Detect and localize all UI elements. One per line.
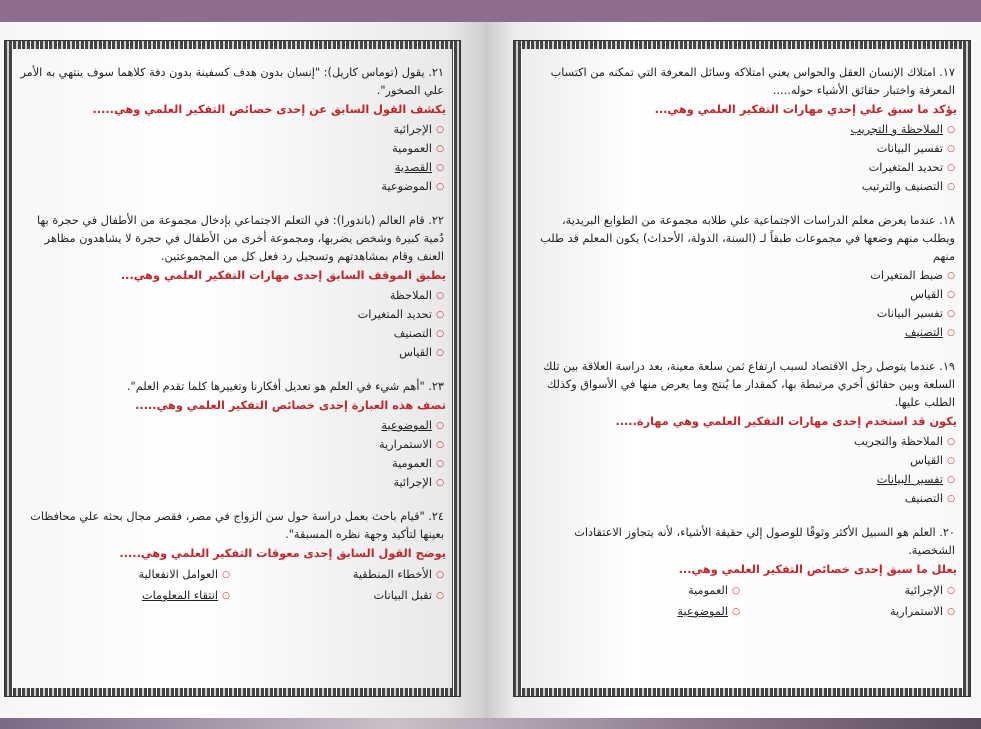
option-label: تفسير البيانات — [876, 307, 943, 320]
option-item[interactable] — [18, 140, 446, 158]
option-item[interactable] — [18, 417, 446, 435]
radio-circle-icon: ○ — [222, 591, 230, 601]
option-label: تفسير البيانات — [876, 142, 943, 155]
option-item[interactable] — [18, 566, 232, 584]
question-block — [527, 358, 957, 508]
option-label: التصنيف — [904, 326, 943, 339]
question-text: ١٩. عندما يتوصل رجل الاقتصاد لسبب ارتفاع ثمن سلعة معينة، بعد دراسة العلاقة بين تلك السلعة وبين حقائق أخري مرتبطة بها، كمقدار ما يُنتج وما يعرض منها في الأسواق وكذلك الطلب عليها. — [543, 360, 955, 409]
question-prompt: تصف هذه العبارة إحدى خصائص التفكير العلمي وهي..... — [135, 399, 446, 412]
option-item[interactable] — [18, 178, 446, 196]
option-item[interactable] — [232, 587, 446, 605]
question-prompt: يكشف القول السابق عن إحدى خصائص التفكير العلمي وهي..... — [92, 103, 446, 116]
option-label: التصنيف — [904, 492, 943, 505]
question-block — [18, 378, 446, 492]
option-item[interactable] — [742, 603, 957, 621]
option-item[interactable] — [527, 305, 957, 323]
option-label: تقبل البيانات — [373, 589, 432, 602]
option-label: الملاحظة و التجريب — [850, 123, 943, 136]
option-label: العمومية — [688, 584, 728, 597]
option-label: الإجرائية — [904, 584, 943, 597]
radio-circle-icon: ○ — [947, 309, 955, 319]
bottom-bar — [0, 718, 981, 729]
option-item[interactable] — [527, 433, 957, 451]
option-item[interactable] — [18, 436, 446, 454]
option-item[interactable] — [527, 140, 957, 158]
options-list — [18, 121, 446, 196]
radio-circle-icon: ○ — [436, 591, 444, 601]
right-questions — [527, 64, 957, 638]
option-item[interactable] — [527, 178, 957, 196]
option-item[interactable] — [527, 603, 742, 621]
option-label: تفسير البيانات — [876, 473, 943, 486]
question-text: ٢٠. العلم هو السبيل الأكثر وثوقًا للوصول إلي حقيقة الأشياء، لأنه يتجاوز الاعتقادات الشخصية. — [574, 526, 955, 557]
option-label: القياس — [399, 346, 432, 359]
question-prompt: يعلل ما سبق إحدى خصائص التفكير العلمي وهي... — [678, 563, 957, 576]
option-label: التصنيف والترتيب — [861, 180, 943, 193]
radio-circle-icon: ○ — [947, 456, 955, 466]
option-item[interactable] — [527, 159, 957, 177]
radio-circle-icon: ○ — [947, 144, 955, 154]
option-label: الأخطاء المنطقية — [352, 568, 432, 581]
option-item[interactable] — [527, 324, 957, 342]
option-item[interactable] — [527, 582, 742, 600]
options-list — [527, 433, 957, 508]
radio-circle-icon: ○ — [947, 182, 955, 192]
radio-circle-icon: ○ — [732, 607, 740, 617]
option-item[interactable] — [527, 471, 957, 489]
option-item[interactable] — [527, 121, 957, 139]
question-prompt: يوضح القول السابق إحدى معوقات التفكير العلمي وهي..... — [119, 547, 446, 560]
top-bar — [0, 0, 981, 22]
question-text: ٢٤. "قيام باحث بعمل دراسة حول سن الزواج في مصر، فقصر مجال بحثه علي محافظات بعينها لتأكيد وجهة نظره المسبقة". — [30, 510, 444, 541]
radio-circle-icon: ○ — [947, 290, 955, 300]
radio-circle-icon: ○ — [947, 271, 955, 281]
question-block — [18, 508, 446, 606]
radio-circle-icon: ○ — [436, 478, 444, 488]
option-item[interactable] — [232, 566, 446, 584]
question-text: ٢٢. قام العالم (باندورا): في التعلم الاجتماعي بإدخال مجموعة من الأطفال في حجرة بها دُمية كبيرة وشخص يضربها، ومجموعة أخرى من الأطفال في حجرة لا يشاهدون مظاهر العنف وقام بمشاهدتهم وتسجيل رد فعل كل من المجموعتين. — [36, 214, 444, 263]
option-label: الاستمرارية — [889, 605, 943, 618]
radio-circle-icon: ○ — [947, 437, 955, 447]
radio-circle-icon: ○ — [436, 329, 444, 339]
radio-circle-icon: ○ — [436, 421, 444, 431]
radio-circle-icon: ○ — [947, 475, 955, 485]
option-label: العمومية — [392, 142, 432, 155]
left-questions — [18, 64, 446, 622]
radio-circle-icon: ○ — [947, 607, 955, 617]
option-label: الملاحظة — [389, 289, 432, 302]
question-text: ١٨. عندما يعرض معلم الدراسات الاجتماعية علي طلابه مجموعة من الطوابع البريدية، ويطلب منهم وضعها في مجموعات طبقاً لـ (السنة، الدولة، الأحداث) يكون المعلم قد طلب منهم — [540, 214, 955, 263]
option-item[interactable] — [527, 452, 957, 470]
option-label: القصدية — [394, 161, 432, 174]
radio-circle-icon: ○ — [436, 459, 444, 469]
question-block — [527, 64, 957, 196]
option-label: التصنيف — [393, 327, 432, 340]
option-label: الملاحظة والتجريب — [854, 435, 943, 448]
radio-circle-icon: ○ — [436, 310, 444, 320]
radio-circle-icon: ○ — [436, 440, 444, 450]
radio-circle-icon: ○ — [436, 144, 444, 154]
radio-circle-icon: ○ — [436, 348, 444, 358]
question-prompt: يطبق الموقف السابق إحدى مهارات التفكير العلمي وهي... — [120, 269, 446, 282]
question-block — [527, 212, 957, 342]
radio-circle-icon: ○ — [436, 125, 444, 135]
option-item[interactable] — [18, 455, 446, 473]
radio-circle-icon: ○ — [947, 125, 955, 135]
option-item[interactable] — [18, 587, 232, 605]
radio-circle-icon: ○ — [436, 182, 444, 192]
radio-circle-icon: ○ — [947, 494, 955, 504]
option-item[interactable] — [18, 306, 446, 324]
option-item[interactable] — [18, 159, 446, 177]
question-prompt: يؤكد ما سبق علي إحدي مهارات التفكير العلمي وهي... — [654, 103, 957, 116]
option-label: تحديد المتغيرات — [868, 161, 943, 174]
radio-circle-icon: ○ — [222, 570, 230, 580]
option-label: الإجرائية — [393, 476, 432, 489]
question-prompt: يكون قد استخدم إحدى مهارات التفكير العلمي وهي مهارة..... — [615, 415, 957, 428]
radio-circle-icon: ○ — [947, 163, 955, 173]
option-label: العوامل الانفعالية — [138, 568, 218, 581]
options-list — [18, 287, 446, 362]
option-item[interactable] — [18, 121, 446, 139]
option-item[interactable] — [527, 267, 957, 285]
option-label: ضبط المتغيرات — [870, 269, 943, 282]
option-label: انتقاء المعلومات — [141, 589, 218, 602]
question-block — [18, 212, 446, 362]
option-label: الموضوعية — [677, 605, 728, 618]
question-text: ١٧. امتلاك الإنسان العقل والحواس يعني امتلاكه وسائل المعرفة التي تمكنه من اكتساب المعرفة واختبار حقائق الأشياء حوله..... — [550, 66, 955, 97]
options-list — [18, 565, 446, 606]
options-list — [527, 581, 957, 622]
option-label: الاستمرارية — [378, 438, 432, 451]
question-block — [18, 64, 446, 196]
option-item[interactable] — [527, 490, 957, 508]
option-label: القياس — [910, 454, 943, 467]
question-text: ٢٣. "أهم شيء في العلم هو تعديل أفكارنا وتغييرها كلما تقدم العلم". — [126, 380, 444, 393]
question-text: ٢١. يقول (توماس كاريل): "إنسان بدون هدف كسفينة بدون دفة كلاهما سوف ينتهي به الأمر علي الصخور". — [20, 66, 444, 97]
option-item[interactable] — [18, 287, 446, 305]
option-item[interactable] — [18, 474, 446, 492]
option-label: الإجرائية — [393, 123, 432, 136]
radio-circle-icon: ○ — [947, 328, 955, 338]
option-item[interactable] — [18, 325, 446, 343]
radio-circle-icon: ○ — [436, 291, 444, 301]
options-list — [18, 417, 446, 492]
option-label: العمومية — [392, 457, 432, 470]
option-label: القياس — [910, 288, 943, 301]
options-list — [527, 121, 957, 196]
option-label: الموضوعية — [381, 419, 432, 432]
radio-circle-icon: ○ — [436, 163, 444, 173]
radio-circle-icon: ○ — [732, 586, 740, 596]
option-item[interactable] — [742, 582, 957, 600]
options-list — [527, 267, 957, 342]
option-item[interactable] — [527, 286, 957, 304]
radio-circle-icon: ○ — [436, 570, 444, 580]
question-block — [527, 524, 957, 622]
option-label: تحديد المتغيرات — [357, 308, 432, 321]
option-label: الموضوعية — [381, 180, 432, 193]
option-item[interactable] — [18, 344, 446, 362]
radio-circle-icon: ○ — [947, 586, 955, 596]
